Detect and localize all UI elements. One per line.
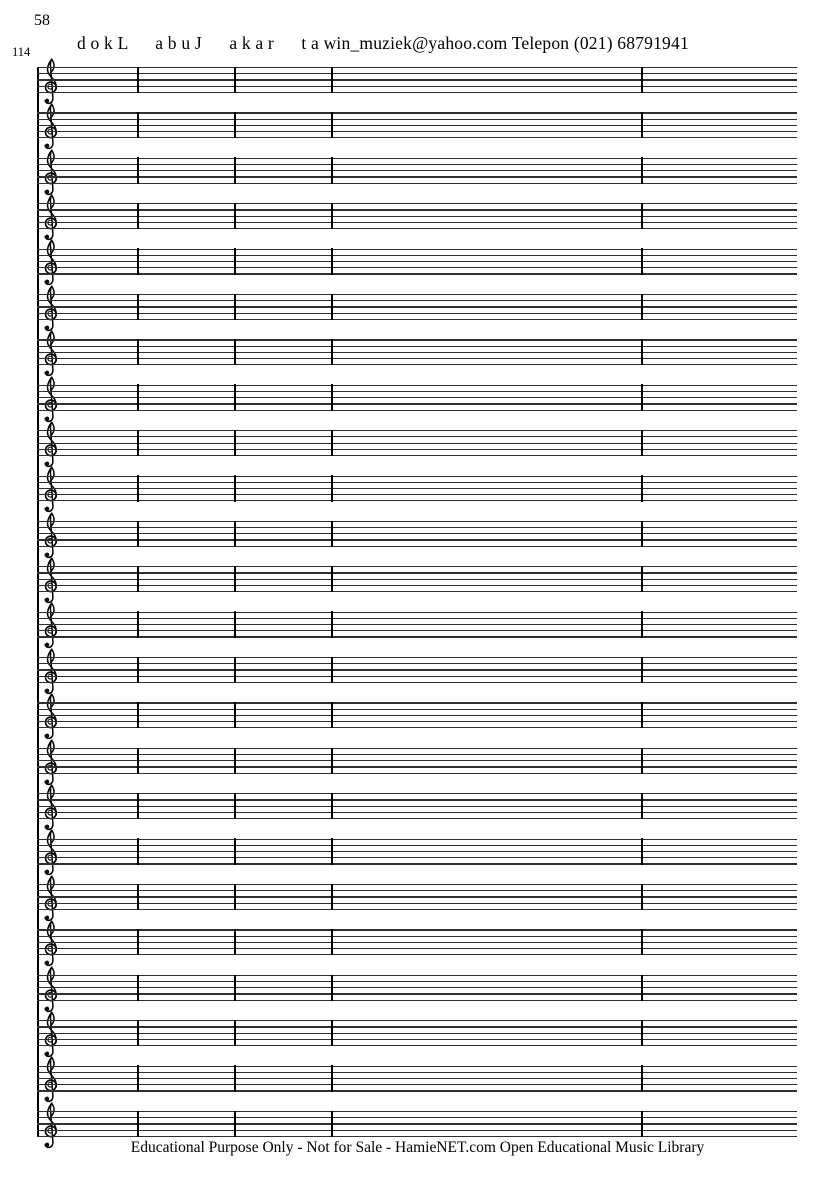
barline: [641, 1065, 643, 1091]
barline: [331, 702, 333, 728]
staff-system: [37, 975, 797, 1001]
staff-line: [37, 806, 797, 807]
treble-clef-icon: [41, 601, 62, 652]
barline: [234, 475, 236, 501]
barline: [331, 248, 333, 274]
staff-line: [37, 79, 797, 80]
barline: [137, 1020, 139, 1046]
staff-line: [37, 1045, 797, 1046]
staff-line: [37, 73, 797, 74]
footer-license-text: Educational Purpose Only - Not for Sale - HamieNET.com Open Educational Music Library: [130, 1139, 705, 1156]
staff-system: [37, 702, 797, 728]
barline: [331, 566, 333, 592]
staff-line: [37, 449, 797, 450]
barline: [137, 248, 139, 274]
staff-system: [37, 249, 797, 275]
staff-line: [37, 112, 797, 113]
barline: [331, 611, 333, 637]
barline: [641, 294, 643, 320]
staff-system: [37, 566, 797, 592]
barline: [234, 1020, 236, 1046]
barline: [331, 929, 333, 955]
barline: [331, 748, 333, 774]
treble-clef-icon: [41, 1055, 62, 1106]
staff-line: [37, 385, 797, 386]
barline: [641, 566, 643, 592]
treble-clef-icon: [41, 375, 62, 426]
barline: [641, 248, 643, 274]
barline: [641, 475, 643, 501]
staff-system: [37, 884, 797, 910]
staff-line: [37, 799, 797, 800]
staff-line: [37, 845, 797, 846]
staff-line: [37, 255, 797, 256]
barline: [137, 748, 139, 774]
staff-system: [37, 793, 797, 819]
treble-clef-icon: [41, 738, 62, 789]
barline: [234, 521, 236, 547]
staff-line: [37, 591, 797, 592]
staff-line: [37, 579, 797, 580]
staff-line: [37, 339, 797, 340]
staff-system: [37, 1020, 797, 1046]
barline: [234, 702, 236, 728]
staff-system: [37, 430, 797, 456]
barline: [234, 112, 236, 138]
staff-line: [37, 818, 797, 819]
barline: [234, 430, 236, 456]
staff-line: [37, 585, 797, 586]
barline: [137, 838, 139, 864]
staff-line: [37, 936, 797, 937]
barline: [641, 975, 643, 1001]
barline: [331, 793, 333, 819]
barline: [331, 67, 333, 93]
barline: [234, 611, 236, 637]
staff-line: [37, 954, 797, 955]
staff-line: [37, 1026, 797, 1027]
staff-line: [37, 533, 797, 534]
barline: [641, 430, 643, 456]
staff-line: [37, 410, 797, 411]
barline: [137, 112, 139, 138]
barline: [137, 521, 139, 547]
staff-line: [37, 636, 797, 637]
staff-line: [37, 715, 797, 716]
staff-system: [37, 1111, 797, 1137]
staff-system: [37, 657, 797, 683]
barline: [331, 157, 333, 183]
staff-line: [37, 793, 797, 794]
staff-line: [37, 618, 797, 619]
staff-line: [37, 158, 797, 159]
treble-clef-icon: [41, 647, 62, 698]
barline: [137, 430, 139, 456]
staff-line: [37, 216, 797, 217]
staff-line: [37, 1084, 797, 1085]
staff-line: [37, 1039, 797, 1040]
staff-line: [37, 993, 797, 994]
staff-line: [37, 884, 797, 885]
staff-line: [37, 313, 797, 314]
barline: [137, 975, 139, 1001]
staff-line: [37, 92, 797, 93]
staff-line: [37, 1111, 797, 1112]
staff-line: [37, 176, 797, 177]
staff-line: [37, 209, 797, 210]
staff-line: [37, 443, 797, 444]
staff-system: [37, 1066, 797, 1092]
staff-line: [37, 436, 797, 437]
barline: [331, 838, 333, 864]
barline: [234, 384, 236, 410]
staff-line: [37, 488, 797, 489]
staff-line: [37, 863, 797, 864]
barline: [641, 611, 643, 637]
treble-clef-icon: [41, 828, 62, 879]
barline: [331, 1065, 333, 1091]
staff-system: [37, 112, 797, 138]
staff-system: [37, 294, 797, 320]
staff-line: [37, 500, 797, 501]
barline: [234, 203, 236, 229]
staff-line: [37, 754, 797, 755]
staff-line: [37, 1020, 797, 1021]
barline: [641, 339, 643, 365]
barline: [234, 248, 236, 274]
barline: [641, 112, 643, 138]
barline: [641, 203, 643, 229]
staff-line: [37, 773, 797, 774]
barline: [641, 884, 643, 910]
barline: [331, 430, 333, 456]
staff-line: [37, 1117, 797, 1118]
staff-line: [37, 572, 797, 573]
staff-line: [37, 1033, 797, 1034]
barline: [137, 702, 139, 728]
barline: [234, 884, 236, 910]
treble-clef-icon: [41, 783, 62, 834]
staff-system: [37, 339, 797, 365]
staff-system: [37, 839, 797, 865]
staff-line: [37, 346, 797, 347]
staff-line: [37, 539, 797, 540]
treble-clef-icon: [41, 465, 62, 516]
barline: [641, 1020, 643, 1046]
staff-line: [37, 137, 797, 138]
staff-line: [37, 890, 797, 891]
staff-system: [37, 203, 797, 229]
treble-clef-icon: [41, 238, 62, 289]
treble-clef-icon: [41, 511, 62, 562]
barline: [641, 157, 643, 183]
staff-line: [37, 948, 797, 949]
staff-line: [37, 1072, 797, 1073]
staff-line: [37, 760, 797, 761]
staff-line: [37, 709, 797, 710]
barline: [137, 384, 139, 410]
staff-line: [37, 929, 797, 930]
barline: [234, 929, 236, 955]
staff-line: [37, 358, 797, 359]
staff-line: [37, 612, 797, 613]
staff-line: [37, 851, 797, 852]
barline: [641, 929, 643, 955]
staff-line: [37, 319, 797, 320]
barline: [331, 475, 333, 501]
barline: [234, 1111, 236, 1137]
staff-system: [37, 748, 797, 774]
staff-line: [37, 663, 797, 664]
treble-clef-icon: [41, 965, 62, 1016]
barline: [137, 929, 139, 955]
staff-line: [37, 975, 797, 976]
staff-line: [37, 1066, 797, 1067]
staff-line: [37, 748, 797, 749]
staff-line: [37, 527, 797, 528]
treble-clef-icon: [41, 556, 62, 607]
staff-line: [37, 476, 797, 477]
barline: [234, 294, 236, 320]
staff-system: [37, 612, 797, 638]
barline: [641, 384, 643, 410]
staff-system: [37, 158, 797, 184]
staff-line: [37, 566, 797, 567]
barline: [331, 884, 333, 910]
staff-line: [37, 131, 797, 132]
treble-clef-icon: [41, 692, 62, 743]
staff-system: [37, 476, 797, 502]
treble-clef-icon: [41, 329, 62, 380]
staff-line: [37, 669, 797, 670]
staff-line: [37, 987, 797, 988]
staff-line: [37, 183, 797, 184]
barline: [641, 1111, 643, 1137]
barline: [234, 748, 236, 774]
barline: [331, 521, 333, 547]
treble-clef-icon: [41, 420, 62, 471]
staff-line: [37, 67, 797, 68]
staff-line: [37, 267, 797, 268]
treble-clef-icon: [41, 57, 62, 108]
staff-line: [37, 676, 797, 677]
barline: [331, 1020, 333, 1046]
staff-line: [37, 494, 797, 495]
barline: [331, 975, 333, 1001]
barline: [137, 884, 139, 910]
staff-line: [37, 1000, 797, 1001]
staff-line: [37, 766, 797, 767]
barline: [137, 611, 139, 637]
barline: [137, 793, 139, 819]
staff-line: [37, 521, 797, 522]
staff-line: [37, 261, 797, 262]
staff-line: [37, 981, 797, 982]
barline: [641, 67, 643, 93]
barline: [137, 339, 139, 365]
staff-line: [37, 203, 797, 204]
staff-line: [37, 306, 797, 307]
barline: [331, 294, 333, 320]
staff-line: [37, 903, 797, 904]
barline: [137, 566, 139, 592]
staff-line: [37, 909, 797, 910]
staff-line: [37, 546, 797, 547]
barline: [234, 157, 236, 183]
barline: [234, 793, 236, 819]
barline: [234, 339, 236, 365]
barline: [137, 294, 139, 320]
system-measure-number: 114: [12, 45, 31, 59]
barline: [641, 702, 643, 728]
barline: [641, 521, 643, 547]
barline: [137, 157, 139, 183]
staff-line: [37, 857, 797, 858]
staff-system: [37, 929, 797, 955]
staff-line: [37, 630, 797, 631]
staff-line: [37, 682, 797, 683]
staff-system: [37, 67, 797, 93]
staff-line: [37, 249, 797, 250]
staff-line: [37, 1136, 797, 1137]
staff-line: [37, 942, 797, 943]
barline: [234, 975, 236, 1001]
staff-line: [37, 812, 797, 813]
barline: [331, 339, 333, 365]
treble-clef-icon: [41, 284, 62, 335]
barline: [137, 1111, 139, 1137]
barline: [234, 657, 236, 683]
staff-line: [37, 482, 797, 483]
staff-line: [37, 1078, 797, 1079]
treble-clef-icon: [41, 193, 62, 244]
barline: [331, 384, 333, 410]
staff-line: [37, 86, 797, 87]
barline: [234, 566, 236, 592]
staff-line: [37, 721, 797, 722]
header-contact-line: d o k L a b u J a k a r t a win_muziek@yahoo.com Telepon (021) 68791941: [77, 33, 689, 53]
staff-line: [37, 657, 797, 658]
staff-line: [37, 170, 797, 171]
staff-line: [37, 624, 797, 625]
staff-line: [37, 364, 797, 365]
staff-line: [37, 164, 797, 165]
staff-line: [37, 125, 797, 126]
staff-line: [37, 896, 797, 897]
treble-clef-icon: [41, 148, 62, 199]
barline: [641, 793, 643, 819]
page-number: 58: [34, 12, 50, 29]
staff-line: [37, 397, 797, 398]
staff-system: [37, 385, 797, 411]
barline: [137, 203, 139, 229]
treble-clef-icon: [41, 1010, 62, 1061]
barline: [331, 1111, 333, 1137]
staff-line: [37, 403, 797, 404]
staff-line: [37, 727, 797, 728]
staff-line: [37, 702, 797, 703]
barline: [234, 67, 236, 93]
barline: [331, 203, 333, 229]
treble-clef-icon: [41, 874, 62, 925]
staff-line: [37, 300, 797, 301]
staff-system: [37, 521, 797, 547]
barline: [331, 657, 333, 683]
barline: [641, 657, 643, 683]
staff-line: [37, 352, 797, 353]
staff-line: [37, 430, 797, 431]
staff-line: [37, 1130, 797, 1131]
staff-line: [37, 1090, 797, 1091]
barline: [137, 67, 139, 93]
staff-line: [37, 294, 797, 295]
staff-line: [37, 119, 797, 120]
barline: [137, 475, 139, 501]
staff-line: [37, 228, 797, 229]
staff-line: [37, 1123, 797, 1124]
barline: [137, 1065, 139, 1091]
staff-line: [37, 455, 797, 456]
barline: [137, 657, 139, 683]
barline: [641, 838, 643, 864]
treble-clef-icon: [41, 919, 62, 970]
treble-clef-icon: [41, 102, 62, 153]
staff-line: [37, 273, 797, 274]
barline: [641, 748, 643, 774]
barline: [234, 1065, 236, 1091]
staff-line: [37, 391, 797, 392]
barline: [331, 112, 333, 138]
barline: [234, 838, 236, 864]
staff-line: [37, 222, 797, 223]
staff-line: [37, 839, 797, 840]
